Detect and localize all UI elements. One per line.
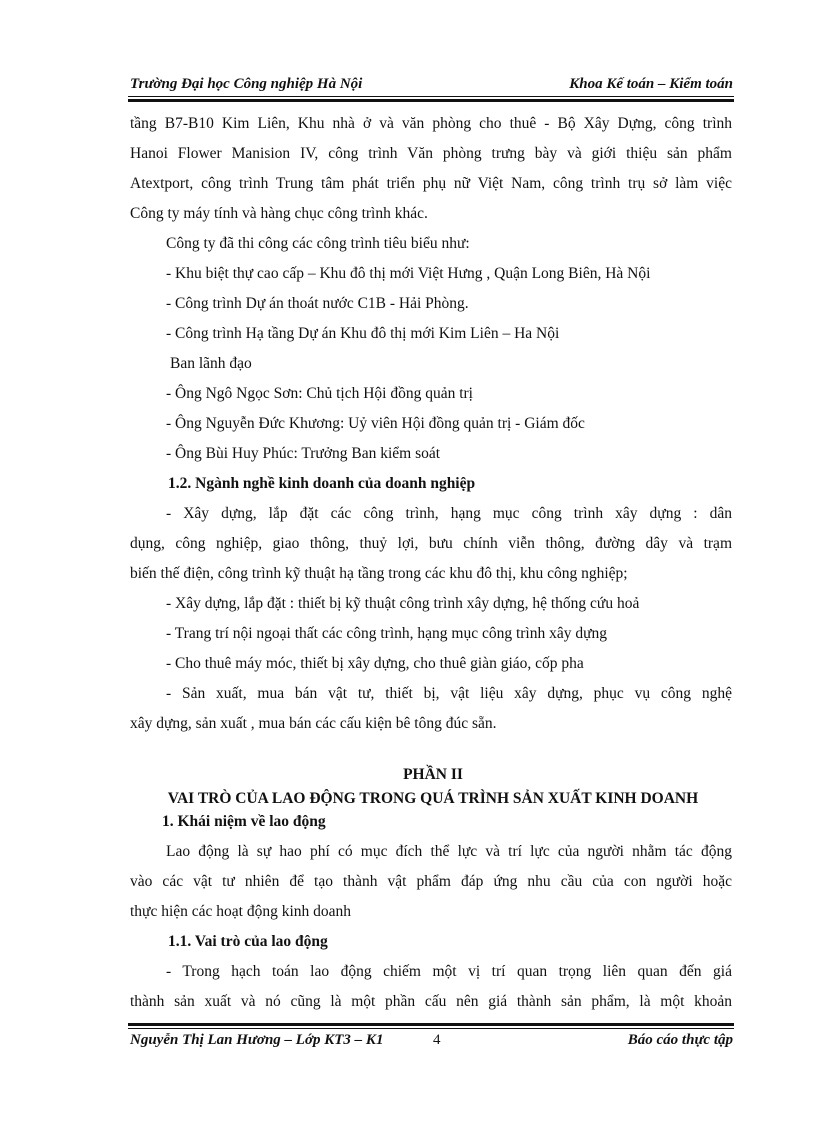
body-line: thành sản xuất và nó cũng là một phần cấu nên giá thành sản phẩm, là một khoản <box>130 993 732 1010</box>
body-line: biến thế điện, công trình kỹ thuật hạ tầng trong các khu đô thị, khu công nghiệp; <box>130 565 628 582</box>
part-title: PHẦN II <box>403 766 463 783</box>
body-line: xây dựng, sản xuất , mua bán các cấu kiện bê tông đúc sẵn. <box>130 715 497 732</box>
header-school: Trường Đại học Công nghiệp Hà Nội <box>130 76 363 92</box>
footer-rule-thick <box>128 1023 734 1026</box>
list-item: - Khu biệt thự cao cấp – Khu đô thị mới Việt Hưng , Quận Long Biên, Hà Nội <box>166 265 651 282</box>
body-line: thực hiện các hoạt động kinh doanh <box>130 903 352 920</box>
list-item: - Ông Bùi Huy Phúc: Trưởng Ban kiểm soát <box>166 445 441 462</box>
list-item: - Xây dựng, lắp đặt các công trình, hạng mục công trình xây dựng : dân <box>166 505 732 522</box>
list-item: - Sản xuất, mua bán vật tư, thiết bị, vật liệu xây dựng, phục vụ công nghệ <box>166 685 732 702</box>
header-faculty: Khoa Kế toán – Kiểm toán <box>569 76 733 92</box>
section-heading: 1.1. Vai trò của lao động <box>168 933 328 950</box>
list-item: - Ông Ngô Ngọc Sơn: Chủ tịch Hội đồng quản trị <box>166 385 473 402</box>
page-number: 4 <box>433 1032 441 1048</box>
body-line: vào các vật tư nhiên để tạo thành vật phẩm đáp ứng nhu cầu của con người hoặc <box>130 873 732 890</box>
footer-report-type: Báo cáo thực tập <box>627 1032 733 1048</box>
list-item: - Cho thuê máy móc, thiết bị xây dựng, cho thuê giàn giáo, cốp pha <box>166 655 584 672</box>
list-item: - Công trình Hạ tầng Dự án Khu đô thị mới Kim Liên – Ha Nội <box>166 325 560 342</box>
list-item: - Công trình Dự án thoát nước C1B - Hải Phòng. <box>166 295 469 312</box>
list-item: - Trang trí nội ngoại thất các công trình, hạng mục công trình xây dựng <box>166 625 608 642</box>
footer-author: Nguyễn Thị Lan Hương – Lớp KT3 – K1 <box>130 1032 384 1048</box>
list-item: - Xây dựng, lắp đặt : thiết bị kỹ thuật công trình xây dựng, hệ thống cứu hoả <box>166 595 640 612</box>
list-item: - Ông Nguyễn Đức Khương: Uỷ viên Hội đồng quản trị - Giám đốc <box>166 415 585 432</box>
footer-rule-thin <box>128 1028 734 1029</box>
section-heading: 1. Khái niệm về lao động <box>162 813 326 830</box>
part-subtitle: VAI TRÒ CỦA LAO ĐỘNG TRONG QUÁ TRÌNH SẢN XUẤT KINH DOANH <box>167 790 699 807</box>
body-line: Lao động là sự hao phí có mục đích thể lực và trí lực của người nhằm tác động <box>166 843 732 860</box>
header-rule-thin <box>128 96 734 97</box>
header-rule-thick <box>128 99 734 102</box>
section-heading: 1.2. Ngành nghề kinh doanh của doanh nghiệp <box>168 475 476 492</box>
page-footer <box>130 1032 733 1052</box>
body-line: Công ty máy tính và hàng chục công trình khác. <box>130 205 428 222</box>
body-line: dụng, công nghiệp, giao thông, thuỷ lợi, bưu chính viễn thông, đường dây và trạm <box>130 535 732 552</box>
body-line: - Trong hạch toán lao động chiếm một vị trí quan trọng liên quan đến giá <box>166 963 732 980</box>
page-header <box>130 76 733 96</box>
section-label: Ban lãnh đạo <box>170 355 252 372</box>
body-line: Hanoi Flower Manision IV, công trình Văn phòng trưng bày và giới thiệu sản phẩm <box>130 145 732 162</box>
body-line: tầng B7-B10 Kim Liên, Khu nhà ở và văn phòng cho thuê - Bộ Xây Dựng, công trình <box>130 115 732 132</box>
body-line: Công ty đã thi công các công trình tiêu biểu như: <box>166 235 470 252</box>
body-line: Atextport, công trình Trung tâm phát triển phụ nữ Việt Nam, công trình trụ sở làm việc <box>130 175 732 192</box>
